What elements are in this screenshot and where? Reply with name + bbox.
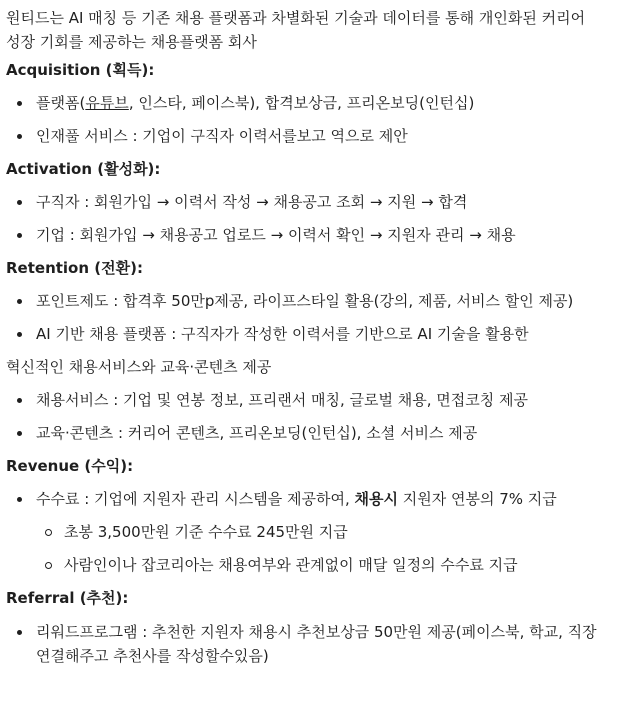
list-item: 채용서비스 : 기업 및 연봉 정보, 프리랜서 매칭, 글로벌 채용, 면접코칭 제공 [6,384,611,417]
list-item [6,483,611,516]
list-item: AI 기반 채용 플랫폼 : 구직자가 작성한 이력서를 기반으로 AI 기술을 활용한 [6,318,611,351]
list-item [6,615,611,672]
sub-list-item: 초봉 3,500만원 기준 수수료 245만원 지급 [6,516,611,549]
list-item: 구직자 : 회원가입 → 이력서 작성 → 채용공고 조회 → 지원 → 합격 [6,186,611,219]
item-text: , 인스타, 페이스북), 합격보상금, 프리온보딩(인턴십) [128,94,475,112]
revenue-heading: Revenue (수익): [6,457,134,475]
acquisition-heading: Acquisition (획득): [6,61,155,79]
intro-line: 원티드는 AI 매칭 등 기존 채용 플랫폼과 차별화된 기술과 데이터를 통해 개인화된 커리어 [6,9,586,27]
list-item: 인재풀 서비스 : 기업이 구직자 이력서를보고 역으로 제안 [6,120,611,153]
acquisition-list [6,87,611,153]
youtube-link[interactable]: 유튜브 [85,94,129,112]
activation-heading: Activation (활성화): [6,160,161,178]
list-item: 교육·콘텐츠 : 커리어 콘텐츠, 프리온보딩(인턴십), 소셜 서비스 제공 [6,417,611,450]
referral-heading: Referral (추천): [6,589,129,607]
list-item [6,87,611,120]
retention-list [6,285,611,351]
sub-list-item: 사람인이나 잡코리아는 채용여부와 관계없이 매달 일정의 수수료 지급 [6,549,611,582]
intro-line: 성장 기회를 제공하는 채용플랫폼 회사 [6,33,257,51]
retention-list-2 [6,384,611,450]
intro-paragraph [6,6,611,54]
item-text: 플랫폼( [36,94,86,112]
activation-list [6,186,611,252]
list-item: 기업 : 회원가입 → 채용공고 업로드 → 이력서 확인 → 지원자 관리 → 채용 [6,219,611,252]
retention-paragraph: 혁신적인 채용서비스와 교육·콘텐츠 제공 [6,358,272,376]
list-item: 포인트제도 : 합격후 50만p제공, 라이프스타일 활용(강의, 제품, 서비스 할인 제공) [6,285,611,318]
item-text: 지원자 연봉의 7% 지급 [398,490,557,508]
item-bold-text: 채용시 [354,490,398,508]
item-text: 수수료 : 기업에 지원자 관리 시스템을 제공하여, [36,490,355,508]
referral-list [6,615,611,672]
item-line: 리워드프로그램 : 추천한 지원자 채용시 추천보상금 50만원 제공(페이스북, 학교, 직장 [36,623,597,641]
retention-heading: Retention (전환): [6,259,143,277]
item-line: 연결해주고 추천사를 작성할수있음) [36,647,269,665]
revenue-list [6,483,611,582]
